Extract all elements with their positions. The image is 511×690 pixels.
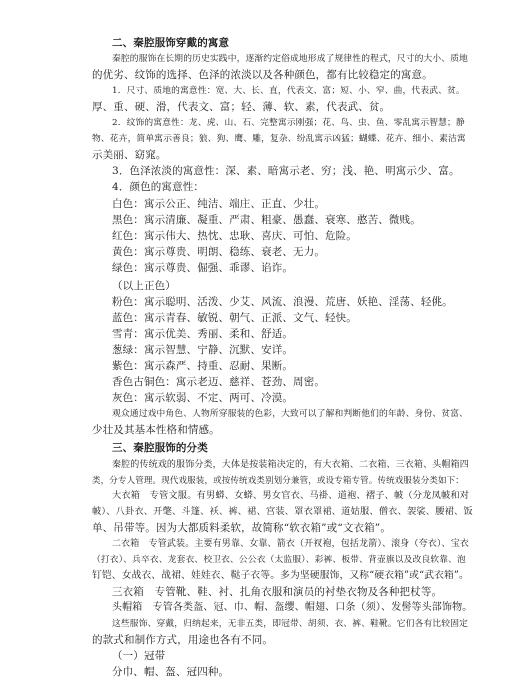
text-line: 绿色：寓示尊贵、倔强、乖谬、谄诈。	[112, 262, 294, 274]
text-line: 3．色泽浓淡的寓意性：深、素、暗寓示老、穷；浅、艳、明寓示少、富。	[112, 165, 460, 177]
text-line: 物、花卉，简单寓示善良；狼、狗、鹰、雕，复杂、纷乱寓示凶猛；蝴蝶、花卉、细小、素洁寓	[92, 134, 466, 144]
text-line: 粉色：寓示聪明、活泼、少艾、风流、浪漫、荒唐、妖艳、淫荡、轻佻。	[112, 296, 453, 308]
text-line: 黑色：寓示清廉、凝重、严肃、粗豪、愚蠢、衰寒、憨苦、微贱。	[112, 214, 421, 226]
text-line: 秦腔的服饰在长期的历史实践中，逐渐约定俗成地形成了规律性的程式，尺寸的大小、质地	[112, 54, 468, 64]
text-line: 4．颜色的寓意性：	[112, 181, 205, 193]
text-line: 头帽箱 专管各类盔、冠、巾、帽、盔缨、帽翅、口条（须）、发髻等头部饰物。	[112, 602, 473, 613]
text-line: 香色古铜色：寓示老迈、慈祥、苍劲、周密。	[112, 376, 325, 388]
text-line: 帔）、八卦衣、开氅、斗篷、袄、裤、裙、宫装、罩衣罩裙、道姑服、僧衣、袈裟、腰裙、饭	[92, 506, 473, 517]
text-line: 单、吊带等。因为大都质料柔软，故简称“软衣箱”或“文衣箱”。	[92, 522, 391, 534]
text-line: 厚、重、硬、滑，代表文、富；轻、薄、软、素，代表武、贫。	[92, 101, 391, 113]
text-line: 三衣箱 专管靴、鞋、衬、扎角衣服和演员的衬垫衣物及各种把杖等。	[112, 586, 443, 598]
text-line: 的优劣、纹饰的选择、色泽的浓淡以及各种颜色，都有比较稳定的寓意。	[92, 69, 433, 81]
text-line: 白色：寓示公正、纯洁、端庄、正直、少壮。	[112, 198, 325, 210]
text-line: 蓝色：寓示青春、敏锐、朝气、正派、文气、轻快。	[112, 312, 357, 324]
text-line: 钉铠、女战衣、战裙、娃娃衣、鞑子衣等。多为坚硬服饰，又称“硬衣箱”或“武衣箱”。	[92, 570, 469, 581]
text-line: （一）冠带	[112, 650, 166, 662]
section-heading: 二、秦腔服饰穿戴的寓意	[112, 37, 230, 49]
text-line: 1．尺寸、质地的寓意性：宽、大、长、直，代表文、富；短、小、窄、曲，代表武、贫。	[112, 86, 465, 96]
text-line: 大衣箱 专管文服。有男蟒、女蟒、男女官衣、马褂、道袍、褶子、帔（分龙凤帔和对	[112, 490, 470, 501]
text-line: 类，分专人管理。现代戏服装，或按传统戏类别划分兼管，或设专箱专管。传统戏服装分类如下：	[92, 476, 464, 486]
text-line: 这些服饰、穿戴，归纳起来，无非五类，即冠带、胡须、衣、裤、鞋靴。它们各有比较固定	[112, 619, 468, 629]
text-line: 葱绿：寓示智慧、宁静、沉默、安详。	[112, 344, 294, 356]
text-line: 少壮及其基本性格和情感。	[92, 424, 220, 436]
text-line: 黄色：寓示尊贵、明朗、稳练、衰老、无力。	[112, 246, 325, 258]
text-line: 示美丽、窈窕。	[92, 149, 167, 161]
text-line: 二衣箱 专管武装。主要有男靠、女靠、箭衣（开衩袍，包括龙箭）、滚身（夸衣）、宝衣	[112, 539, 470, 549]
text-line: 2．纹饰的寓意性：龙、虎、山、石、完整寓示刚强；花、鸟、虫、鱼、零乱寓示智慧；静	[112, 118, 465, 128]
text-line: 灰色：寓示软弱、不定、两可、冷漠。	[112, 392, 294, 404]
text-line: 的款式和制作方式，用途也各有不同。	[92, 634, 274, 646]
text-line: 分巾、帽、盔、冠四种。	[112, 666, 230, 678]
text-line: （打衣）、兵卒衣、龙套衣、校卫衣、公公衣（太监服）、彩裤、板带、背壶旗以及改良软靠、泡	[92, 555, 466, 565]
text-line: （以上正色）	[112, 280, 176, 292]
section-heading: 三、秦腔服饰的分类	[112, 442, 208, 454]
text-line: 秦腔的传统戏的服饰分类，大体是按装箱决定的，有大衣箱、二衣箱、三衣箱、头帽箱四	[112, 460, 469, 470]
text-line: 红色：寓示伟大、热忱、忠耿、喜庆、可怕、危险。	[112, 230, 357, 242]
text-line: 紫色：寓示森严、持重、忍耐、果断。	[112, 360, 294, 372]
text-line: 雪青：寓示优美、秀丽、柔和、舒适。	[112, 328, 294, 340]
text-line: 观众通过戏中角色、人物所穿服装的色彩，大致可以了解和判断他们的年龄、身份、贫富、	[112, 409, 468, 419]
